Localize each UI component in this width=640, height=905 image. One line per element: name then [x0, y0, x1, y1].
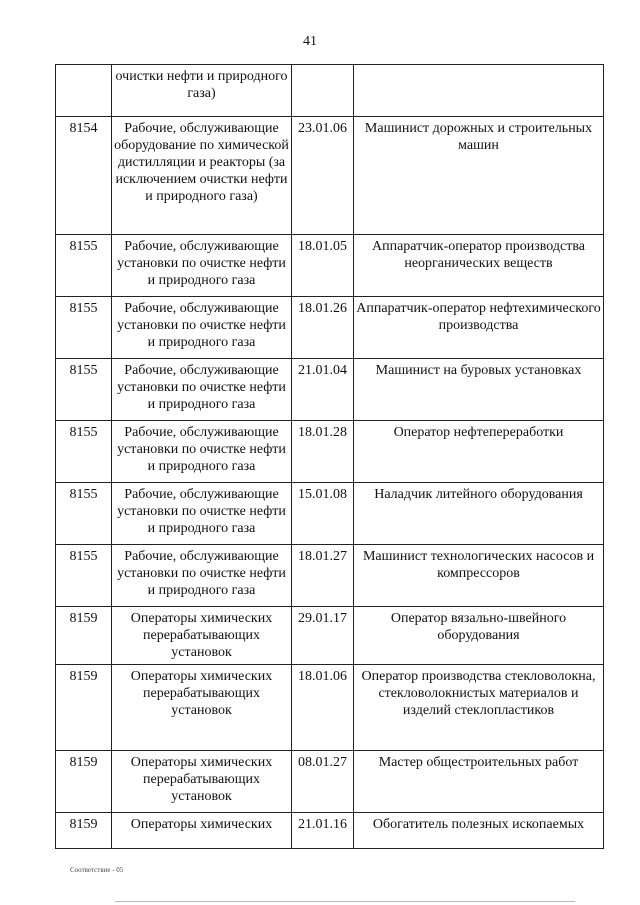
page-footer: Соответствие - 05: [70, 866, 124, 874]
occupation-group-cell: очистки нефти и природного газа): [112, 65, 292, 117]
occupation-group-cell: Рабочие, обслуживающие установки по очистке нефти и природного газа: [112, 483, 292, 545]
okz-code-cell: 8155: [56, 297, 112, 359]
okz-code-cell: 8155: [56, 235, 112, 297]
profession-cell: Машинист технологических насосов и компрессоров: [354, 545, 604, 607]
profession-cell: Машинист дорожных и строительных машин: [354, 117, 604, 235]
occupation-table: [55, 64, 604, 849]
profession-cell: Наладчик литейного оборудования: [354, 483, 604, 545]
specialty-code-cell: 21.01.04: [292, 359, 354, 421]
okz-code-cell: [56, 65, 112, 117]
okz-code-cell: 8159: [56, 665, 112, 751]
profession-cell: Аппаратчик-оператор нефтехимического производства: [354, 297, 604, 359]
table-row: [56, 117, 604, 235]
specialty-code-cell: 23.01.06: [292, 117, 354, 235]
occupation-group-cell: Рабочие, обслуживающие установки по очистке нефти и природного газа: [112, 235, 292, 297]
profession-cell: Оператор нефтепереработки: [354, 421, 604, 483]
table-row: [56, 297, 604, 359]
occupation-group-cell: Операторы химических перерабатывающих установок: [112, 665, 292, 751]
profession-cell: Обогатитель полезных ископаемых: [354, 813, 604, 849]
okz-code-cell: 8155: [56, 545, 112, 607]
table-row: [56, 665, 604, 751]
okz-code-cell: 8155: [56, 359, 112, 421]
specialty-code-cell: 21.01.16: [292, 813, 354, 849]
specialty-code-cell: 15.01.08: [292, 483, 354, 545]
table-body: [56, 65, 604, 849]
table-row: [56, 813, 604, 849]
specialty-code-cell: 18.01.26: [292, 297, 354, 359]
table-row: [56, 607, 604, 665]
profession-cell: Мастер общестроительных работ: [354, 751, 604, 813]
occupation-group-cell: Операторы химических перерабатывающих установок: [112, 751, 292, 813]
profession-cell: [354, 65, 604, 117]
okz-code-cell: 8154: [56, 117, 112, 235]
occupation-group-cell: Рабочие, обслуживающие установки по очистке нефти и природного газа: [112, 297, 292, 359]
profession-cell: Машинист на буровых установках: [354, 359, 604, 421]
profession-cell: Оператор производства стекловолокна, стекловолокнистых материалов и изделий стеклопластиков: [354, 665, 604, 751]
table-row: [56, 235, 604, 297]
table-row: [56, 65, 604, 117]
profession-cell: Аппаратчик-оператор производства неорганических веществ: [354, 235, 604, 297]
okz-code-cell: 8159: [56, 607, 112, 665]
occupation-group-cell: Рабочие, обслуживающие оборудование по химической дистилляции и реакторы (за исключением очистки нефти и природного газа): [112, 117, 292, 235]
specialty-code-cell: 08.01.27: [292, 751, 354, 813]
okz-code-cell: 8155: [56, 483, 112, 545]
okz-code-cell: 8159: [56, 813, 112, 849]
occupation-group-cell: Операторы химических: [112, 813, 292, 849]
okz-code-cell: 8155: [56, 421, 112, 483]
table-row: [56, 545, 604, 607]
occupation-group-cell: Рабочие, обслуживающие установки по очистке нефти и природного газа: [112, 359, 292, 421]
table-row: [56, 421, 604, 483]
occupation-group-cell: Операторы химических перерабатывающих установок: [112, 607, 292, 665]
okz-code-cell: 8159: [56, 751, 112, 813]
occupation-group-cell: Рабочие, обслуживающие установки по очистке нефти и природного газа: [112, 545, 292, 607]
table-row: [56, 751, 604, 813]
scan-edge-line: [115, 901, 575, 902]
occupation-group-cell: Рабочие, обслуживающие установки по очистке нефти и природного газа: [112, 421, 292, 483]
specialty-code-cell: 18.01.06: [292, 665, 354, 751]
specialty-code-cell: 29.01.17: [292, 607, 354, 665]
specialty-code-cell: [292, 65, 354, 117]
specialty-code-cell: 18.01.05: [292, 235, 354, 297]
profession-cell: Оператор вязально-швейного оборудования: [354, 607, 604, 665]
specialty-code-cell: 18.01.28: [292, 421, 354, 483]
table-row: [56, 483, 604, 545]
page-number: 41: [303, 34, 317, 49]
specialty-code-cell: 18.01.27: [292, 545, 354, 607]
table-row: [56, 359, 604, 421]
